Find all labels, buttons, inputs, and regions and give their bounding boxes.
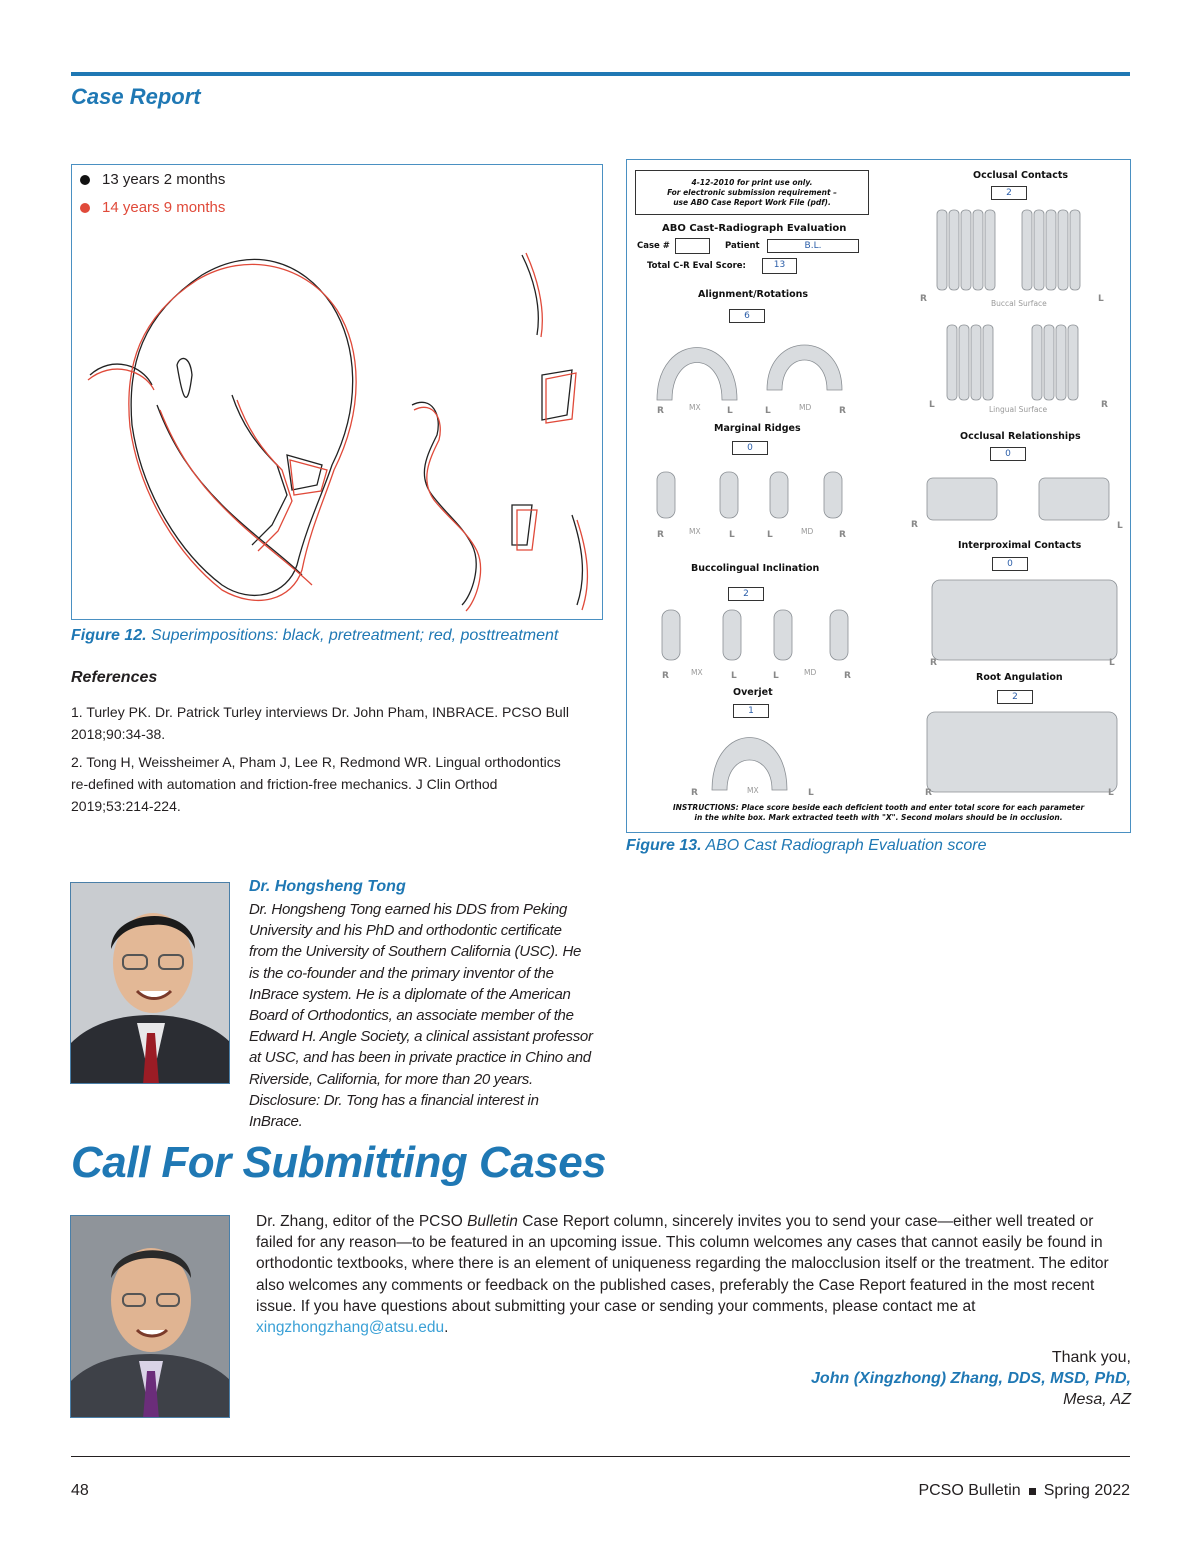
- caption-label: Figure 13.: [626, 837, 702, 854]
- occlusal-relationships-score: 0: [990, 447, 1026, 461]
- thanks-text: Thank you,: [1051, 1349, 1131, 1366]
- footer-rule: [71, 1456, 1130, 1457]
- side-label-right: R: [691, 788, 698, 798]
- issue-date: Spring 2022: [1043, 1482, 1130, 1499]
- root-angulation-score: 2: [997, 690, 1033, 704]
- side-label-left: L: [1117, 521, 1123, 531]
- call-body-text: Case Report column, sincerely invites you to send your case—either well treated or failed for any reason—to be featured in an upcoming issue. This column welcomes any cases that cannot easily be found in orthodontic textbooks, where there is an element of uniqueness regarding the malocclusion itself or the treatment. The editor also welcomes any comments or feedback on the published cases, preferably the Case Report featured in the most recent issue. If you have questions about submitting your case or sending your comments, please contact me at: [256, 1213, 1109, 1315]
- caption-text: Superimpositions: black, pretreatment; red, posttreatment: [151, 627, 559, 644]
- side-label-right: R: [657, 530, 664, 540]
- portrait-placeholder: [71, 883, 230, 1084]
- lingual-surface-label: Lingual Surface: [989, 405, 1048, 414]
- side-label-right: R: [657, 406, 664, 416]
- side-label-right: R: [930, 658, 937, 668]
- portrait-placeholder: [71, 1216, 230, 1418]
- author-photo-zhang: [70, 1215, 230, 1418]
- side-label-left: L: [767, 530, 773, 540]
- alignment-score: 6: [729, 309, 765, 323]
- separator-square-icon: [1029, 1488, 1036, 1495]
- case-label: Case #: [637, 241, 670, 251]
- overjet-score: 1: [733, 704, 769, 718]
- maxillary-label: MX: [689, 403, 701, 412]
- reference-item: 1. Turley PK. Dr. Patrick Turley interviews Dr. John Pham, INBRACE. PCSO Bull 2018;90:34-38.: [71, 704, 569, 742]
- figure-13-abo-form: [626, 159, 1131, 833]
- cephalometric-tracing: [72, 165, 602, 619]
- references-heading: References: [71, 669, 158, 686]
- root-angulation-title: Root Angulation: [976, 672, 1063, 683]
- side-label-right: R: [925, 788, 932, 798]
- caption-label: Figure 12.: [71, 627, 147, 644]
- marginal-score: 0: [732, 441, 768, 455]
- page-number: 48: [71, 1482, 89, 1499]
- author-photo-tong: [70, 882, 230, 1084]
- notice-line: 4-12-2010 for print use only.: [691, 178, 813, 187]
- figure-13-caption: [626, 837, 986, 855]
- maxillary-label: MX: [689, 527, 701, 536]
- instruction-line: INSTRUCTIONS: Place score beside each deficient tooth and enter total score for each parameter: [672, 803, 1085, 812]
- email-link[interactable]: xingzhongzhang@atsu.edu: [256, 1319, 445, 1337]
- patient-label: Patient: [725, 241, 760, 251]
- notice-line: use ABO Case Report Work File (pdf).: [673, 198, 831, 207]
- signer-name: John (Xingzhong) Zhang, DDS, MSD, PhD,: [811, 1370, 1131, 1387]
- side-label-right: R: [1101, 400, 1108, 410]
- side-label-left: L: [765, 406, 771, 416]
- maxillary-label: MX: [747, 786, 759, 795]
- caption-text: ABO Cast Radiograph Evaluation score: [705, 837, 987, 854]
- side-label-right: R: [844, 671, 851, 681]
- overjet-title: Overjet: [733, 687, 773, 698]
- side-label-right: R: [839, 406, 846, 416]
- buccal-surface-label: Buccal Surface: [991, 299, 1047, 308]
- interproximal-score: 0: [992, 557, 1028, 571]
- buccolingual-score: 2: [728, 587, 764, 601]
- form-instructions: [627, 803, 1130, 823]
- call-body-text: Dr. Zhang, editor of the PCSO: [256, 1213, 468, 1230]
- publication-name: PCSO Bulletin: [918, 1482, 1021, 1499]
- section-title: Case Report: [71, 84, 201, 109]
- header-rule: [71, 72, 1130, 76]
- figure-12-caption: [71, 627, 558, 645]
- interproximal-title: Interproximal Contacts: [958, 540, 1082, 551]
- marginal-title: Marginal Ridges: [714, 423, 801, 434]
- form-title: ABO Cast-Radiograph Evaluation: [662, 223, 847, 234]
- mandibular-label: MD: [799, 403, 812, 412]
- side-label-right: R: [911, 520, 918, 530]
- side-label-left: L: [773, 671, 779, 681]
- side-label-left: L: [929, 400, 935, 410]
- footer-publication: [918, 1482, 1130, 1500]
- patient-field: B.L.: [767, 239, 859, 253]
- tooth-illustrations: [627, 160, 1130, 832]
- occlusal-relationships-title: Occlusal Relationships: [960, 431, 1081, 442]
- instruction-line: in the white box. Mark extracted teeth with "X". Second molars should be in occlusion.: [694, 813, 1063, 822]
- alignment-title: Alignment/Rotations: [698, 289, 809, 300]
- occlusal-contacts-title: Occlusal Contacts: [973, 170, 1069, 181]
- side-label-left: L: [1098, 294, 1104, 304]
- notice-line: For electronic submission requirement –: [667, 188, 837, 197]
- call-body-italic: Bulletin: [467, 1213, 518, 1230]
- side-label-left: L: [808, 788, 814, 798]
- side-label-left: L: [1109, 658, 1115, 668]
- maxillary-label: MX: [691, 668, 703, 677]
- call-title: Call For Submitting Cases: [71, 1138, 607, 1187]
- call-body-text: .: [444, 1319, 449, 1337]
- bio-name: Dr. Hongsheng Tong: [249, 878, 406, 895]
- occlusal-contacts-score: 2: [991, 186, 1027, 200]
- side-label-right: R: [920, 294, 927, 304]
- side-label-left: L: [729, 530, 735, 540]
- legend-label: 14 years 9 months: [102, 199, 226, 216]
- figure-12-superimposition: [71, 164, 603, 620]
- side-label-right: R: [839, 530, 846, 540]
- legend-label: 13 years 2 months: [102, 171, 226, 188]
- total-score-label: Total C-R Eval Score:: [647, 261, 746, 271]
- reference-item: 2. Tong H, Weissheimer A, Pham J, Lee R, Redmond WR. Lingual orthodontics re-defined with automation and friction-free mechanics. J Clin Orthod 2019;53:214-224.: [71, 754, 561, 814]
- side-label-right: R: [662, 671, 669, 681]
- buccolingual-title: Buccolingual Inclination: [691, 563, 820, 574]
- bio-text: Dr. Hongsheng Tong earned his DDS from Peking University and his PhD and orthodontic certificate from the University of Southern California (USC). He is the co-founder and the primary inventor of the InBrace system. He is a diplomate of the American Board of Orthodontics, an associate member of the Edward H. Angle Society, a clinical assistant professor at USC, and has been in private practice in Chino and Riverside, California, for more than 20 years. Disclosure: Dr. Tong has a financial interest in InBrace.: [249, 901, 593, 1131]
- total-score-field: 13: [762, 258, 797, 274]
- side-label-left: L: [727, 406, 733, 416]
- side-label-left: L: [731, 671, 737, 681]
- call-body: [256, 1211, 1134, 1338]
- side-label-left: L: [1108, 788, 1114, 798]
- mandibular-label: MD: [801, 527, 814, 536]
- signer-location: Mesa, AZ: [1063, 1391, 1131, 1408]
- mandibular-label: MD: [804, 668, 817, 677]
